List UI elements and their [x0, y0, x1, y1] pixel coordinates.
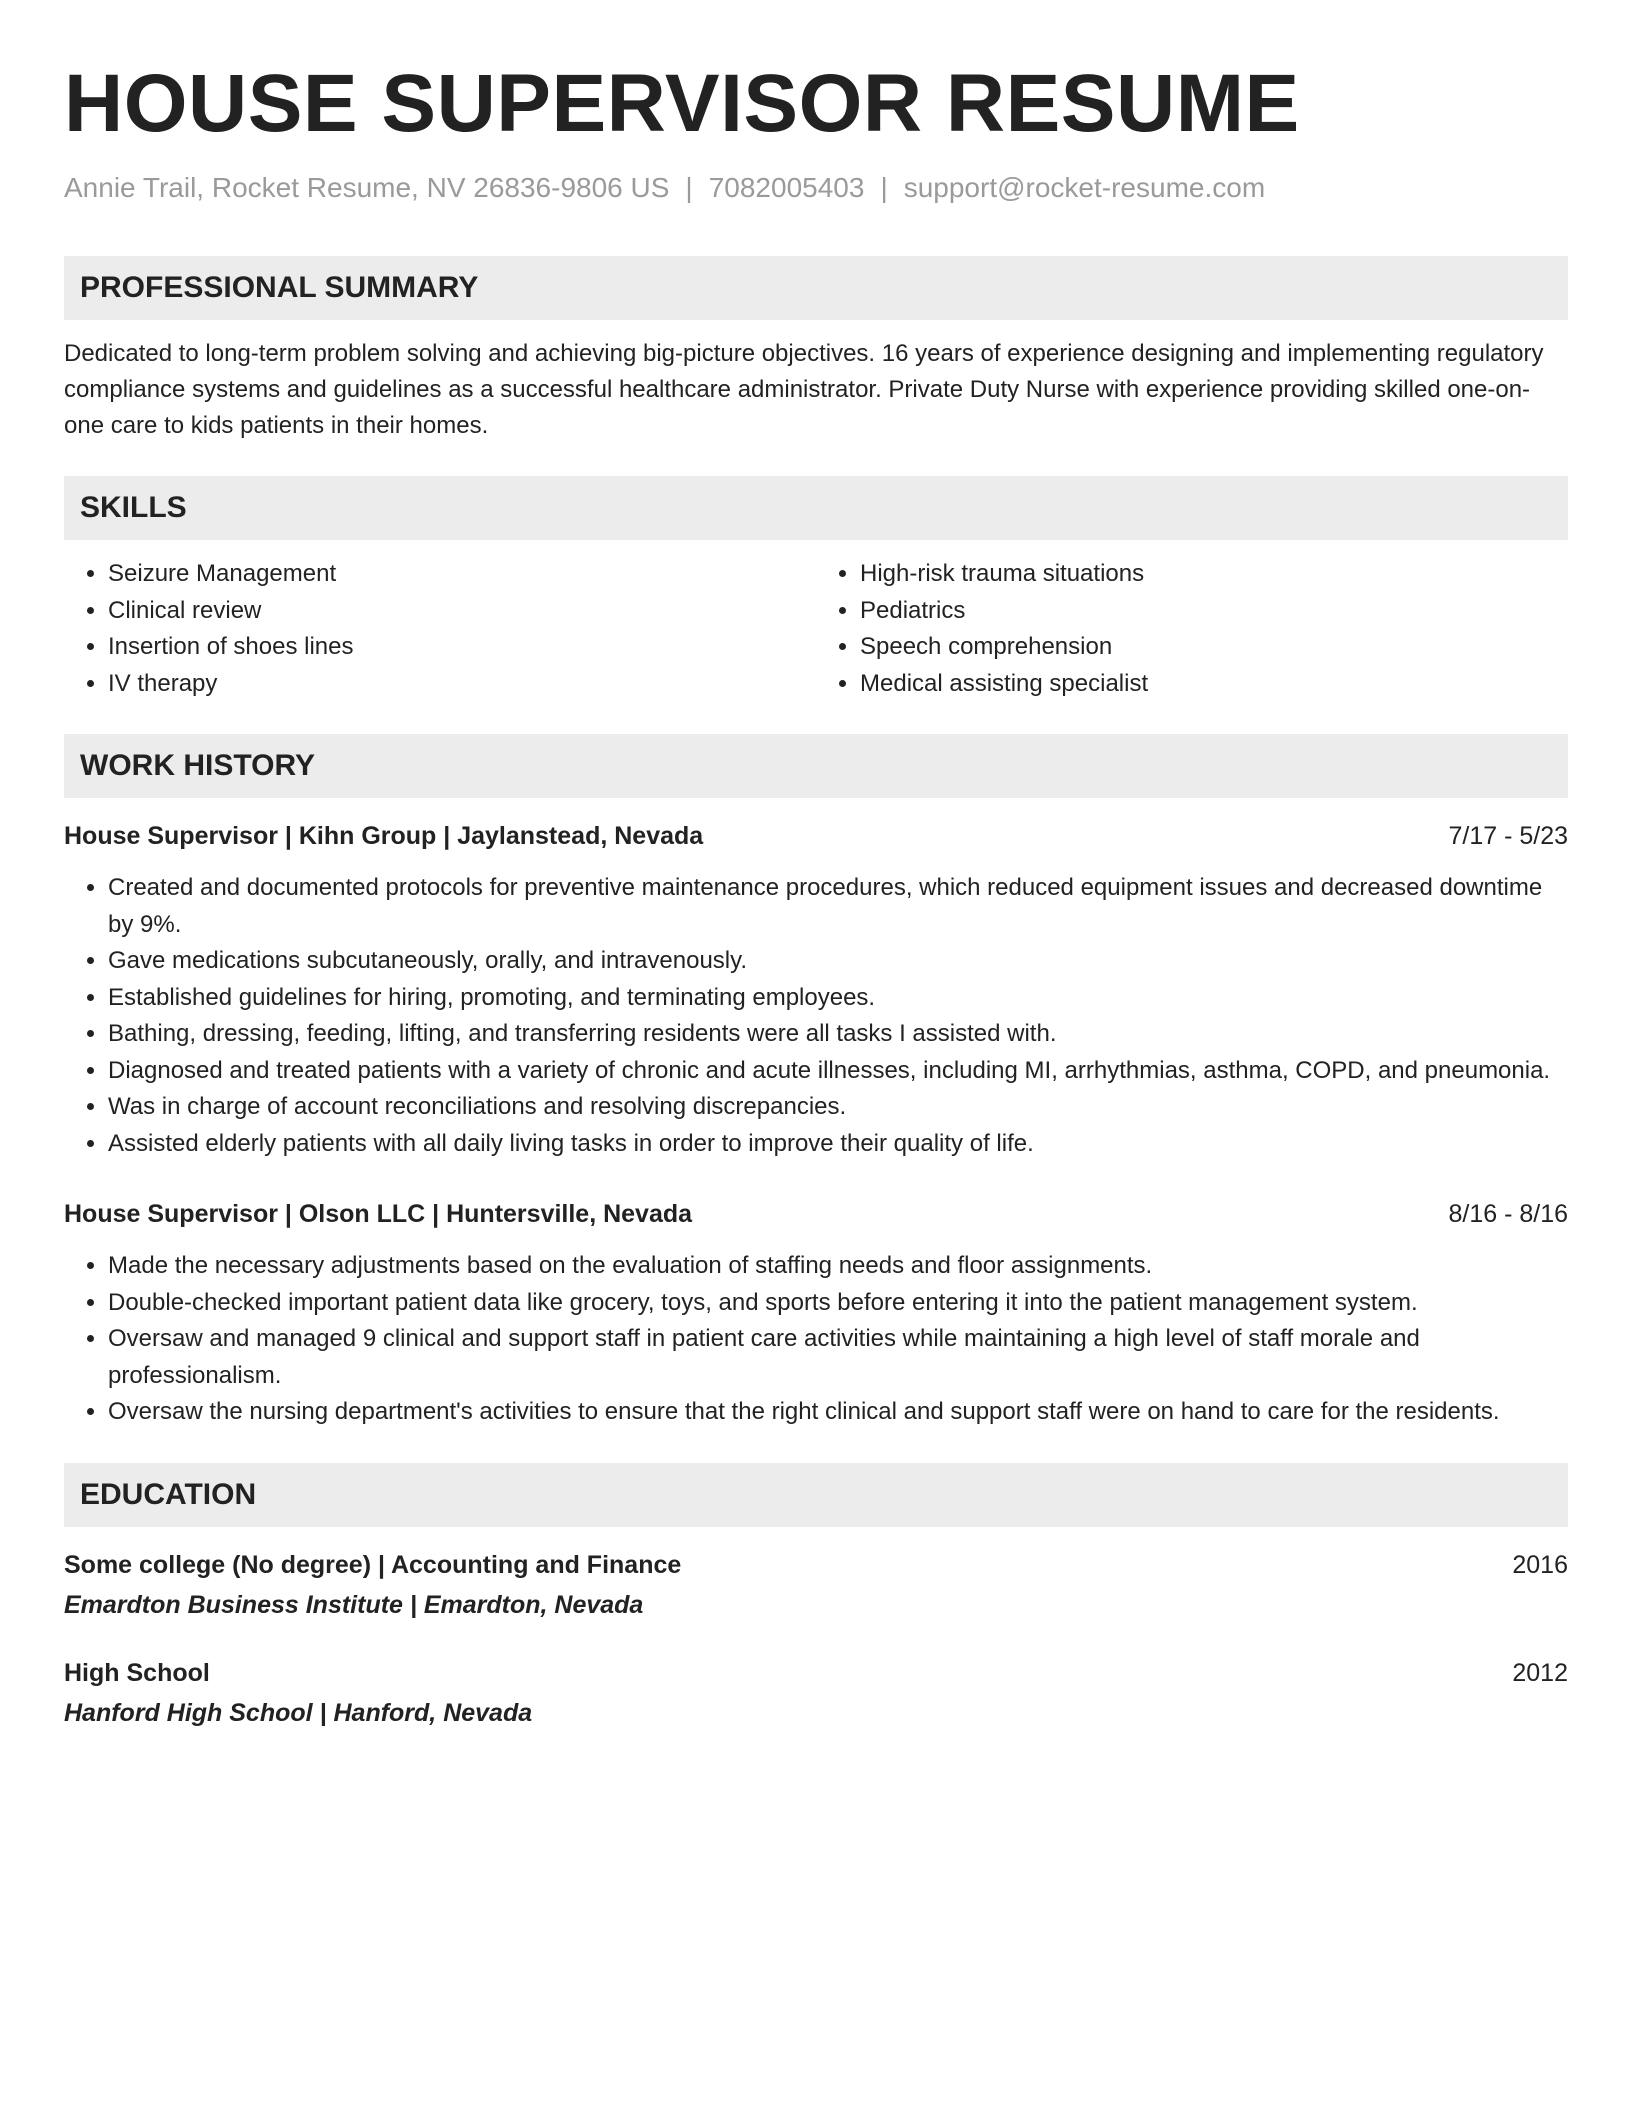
education-heading: EDUCATION	[64, 1463, 1568, 1527]
education-year: 2012	[1512, 1658, 1568, 1687]
contact-separator: |	[880, 172, 888, 203]
education-entry	[64, 1655, 1568, 1731]
job-bullet: • Assisted elderly patients with all daily living tasks in order to improve their quality of life.	[108, 1126, 1568, 1163]
job-bullet: • Oversaw the nursing department's activities to ensure that the right clinical and support staff were on hand to care for the residents.	[108, 1394, 1568, 1431]
job-bullet: • Diagnosed and treated patients with a variety of chronic and acute illnesses, including MI, arrhythmias, asthma, COPD, and pneumonia.	[108, 1053, 1568, 1090]
job-header	[64, 1196, 1568, 1232]
job-title: House Supervisor | Olson LLC | Huntersville, Nevada	[64, 1200, 693, 1228]
job-bullets	[64, 870, 1568, 1162]
education-entry	[64, 1547, 1568, 1623]
education-degree: Some college (No degree) | Accounting and Finance	[64, 1550, 682, 1579]
job-dates: 7/17 - 5/23	[1448, 822, 1568, 850]
contact-line	[64, 170, 1568, 206]
contact-separator: |	[685, 172, 693, 203]
skill-item: • Pediatrics	[860, 593, 1568, 630]
job-bullet: • Bathing, dressing, feeding, lifting, and transferring residents were all tasks I assisted with.	[108, 1016, 1568, 1053]
summary-heading: PROFESSIONAL SUMMARY	[64, 256, 1568, 320]
contact-email[interactable]: support@rocket-resume.com	[903, 172, 1266, 203]
skill-item: • Insertion of shoes lines	[108, 629, 816, 666]
work-history-heading: WORK HISTORY	[64, 734, 1568, 798]
skill-item: • IV therapy	[108, 666, 816, 703]
education-degree: High School	[64, 1658, 210, 1687]
job-bullet: • Was in charge of account reconciliations and resolving discrepancies.	[108, 1089, 1568, 1126]
education-header	[64, 1547, 1568, 1583]
education-school: Hanford High School | Hanford, Nevada	[64, 1698, 533, 1727]
job-header	[64, 818, 1568, 854]
job-bullet: • Gave medications subcutaneously, orally, and intravenously.	[108, 943, 1568, 980]
job-bullet: • Made the necessary adjustments based on the evaluation of staffing needs and floor assignments.	[108, 1248, 1568, 1285]
education-school: Emardton Business Institute | Emardton, Nevada	[64, 1590, 644, 1619]
job-bullet: • Double-checked important patient data like grocery, toys, and sports before entering it into the patient management system.	[108, 1285, 1568, 1322]
skills-heading: SKILLS	[64, 476, 1568, 540]
skills-list	[64, 556, 1568, 702]
skills-column-left	[64, 556, 816, 702]
job-bullet: • Created and documented protocols for preventive maintenance procedures, which reduced equipment issues and decreased downtime by 9%.	[108, 870, 1568, 943]
job-bullets	[64, 1248, 1568, 1431]
education-year: 2016	[1512, 1550, 1568, 1579]
job-dates: 8/16 - 8/16	[1448, 1200, 1568, 1228]
contact-phone: 7082005403	[708, 172, 865, 203]
job-bullet: • Established guidelines for hiring, promoting, and terminating employees.	[108, 980, 1568, 1017]
job-bullet: • Oversaw and managed 9 clinical and support staff in patient care activities while maintaining a high level of staff morale and professionalism.	[108, 1321, 1568, 1394]
skill-item: • Seizure Management	[108, 556, 816, 593]
skill-item: • High-risk trauma situations	[860, 556, 1568, 593]
skill-item: • Medical assisting specialist	[860, 666, 1568, 703]
skill-item: • Clinical review	[108, 593, 816, 630]
job-entry	[64, 1196, 1568, 1431]
skills-column-right	[816, 556, 1568, 702]
job-title: House Supervisor | Kihn Group | Jaylanstead, Nevada	[64, 822, 704, 850]
resume-title: HOUSE SUPERVISOR RESUME	[64, 58, 1300, 149]
contact-address: Annie Trail, Rocket Resume, NV 26836-9806 US	[64, 172, 670, 203]
skill-item: • Speech comprehension	[860, 629, 1568, 666]
summary-text: Dedicated to long-term problem solving and achieving big-picture objectives. 16 years of experience designing and implementing regulatory compliance systems and guidelines as a successful healthcare administrator. Private Duty Nurse with experience providing skilled one-on-one care to kids patients in their homes.	[64, 340, 1544, 439]
job-entry	[64, 818, 1568, 1162]
education-header	[64, 1655, 1568, 1691]
